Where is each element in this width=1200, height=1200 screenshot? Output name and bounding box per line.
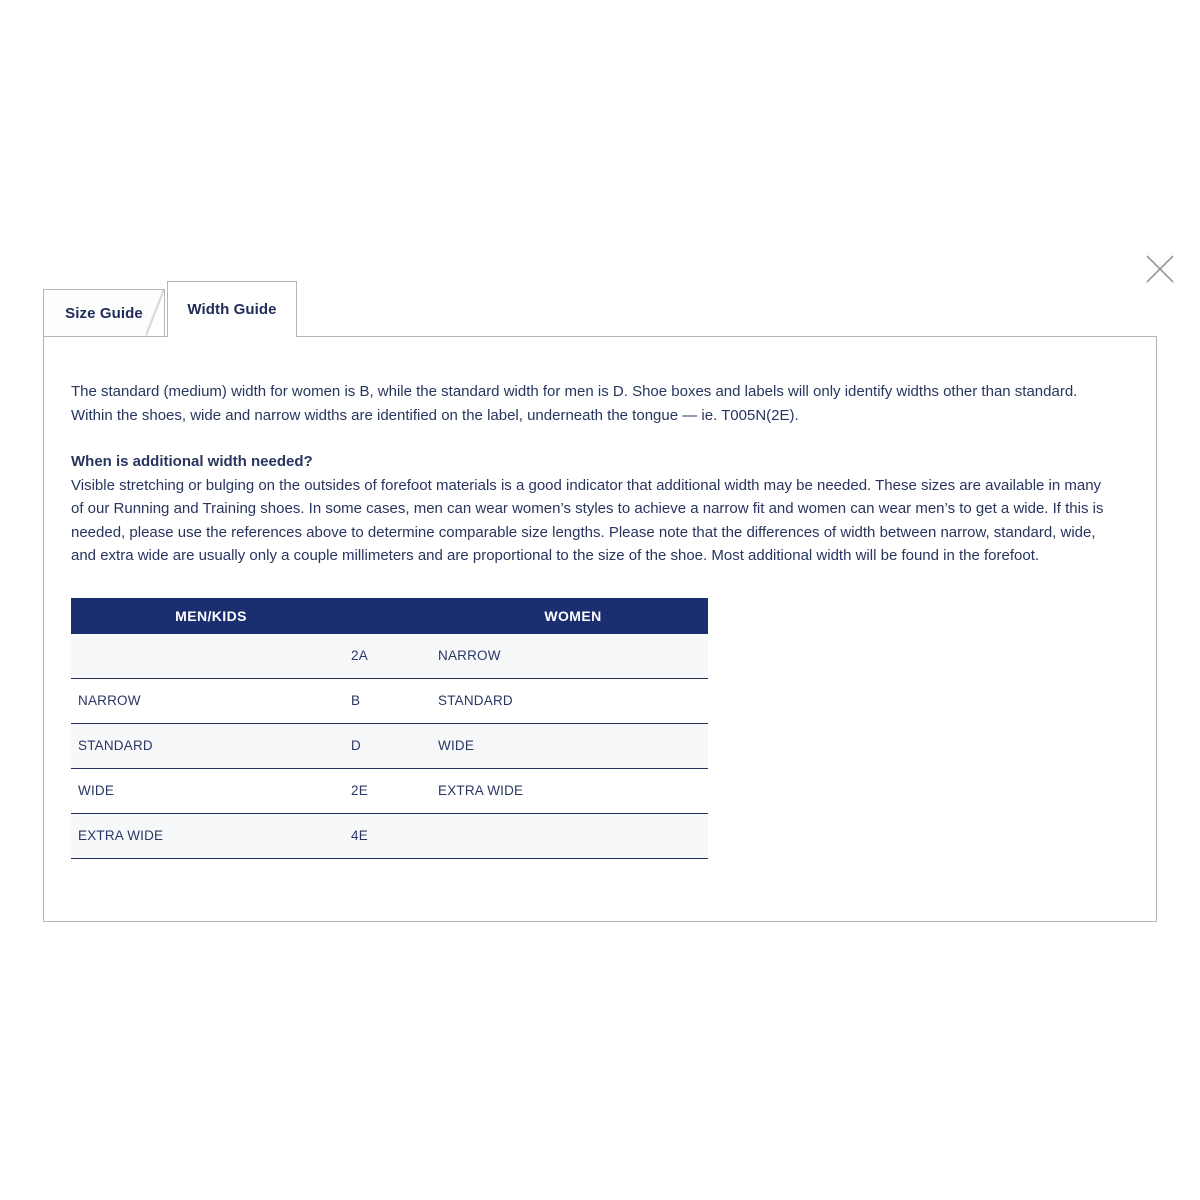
tab-size-guide[interactable] xyxy=(43,289,165,337)
additional-width-section xyxy=(71,450,1108,568)
width-table-header xyxy=(71,598,708,634)
tab-size-guide-label: Size Guide xyxy=(65,304,143,322)
width-code: 2A xyxy=(351,648,368,663)
women-width-label: EXTRA WIDE xyxy=(438,783,524,798)
column-header-men-kids: MEN/KIDS xyxy=(175,607,247,624)
table-row xyxy=(71,634,708,679)
tab-width-guide[interactable] xyxy=(167,281,297,337)
table-row xyxy=(71,814,708,859)
men-width-label: NARROW xyxy=(78,693,141,708)
intro-paragraph: The standard (medium) width for women is B, while the standard width for men is D. Shoe boxes and labels will only identify widths other than standard. Within the shoes, wide and narrow widths are identified on the label, underneath the tongue — ie. T005N(2E). xyxy=(71,383,1078,424)
table-row xyxy=(71,679,708,724)
question-heading: When is additional width needed? xyxy=(71,453,313,470)
width-code: D xyxy=(351,738,361,753)
table-row xyxy=(71,769,708,814)
women-width-label: WIDE xyxy=(438,738,475,753)
close-icon xyxy=(1143,252,1177,286)
men-width-label: STANDARD xyxy=(78,738,153,753)
table-row xyxy=(71,724,708,769)
tab-bar xyxy=(43,281,297,337)
width-code: B xyxy=(351,693,361,708)
width-code: 2E xyxy=(351,783,368,798)
tab-corner-fold xyxy=(146,290,164,336)
answer-paragraph: Visible stretching or bulging on the outsides of forefoot materials is a good indicator that additional width may be needed. These sizes are available in many of our Running and Training shoes. In some cases, men can wear women’s styles to achieve a narrow fit and women can wear men’s to get a wide. If this is needed, please use the references above to determine comparable size lengths. Please note that the differences of width between narrow, standard, wide, and extra wide are usually only a couple millimeters and are proportional to the size of the shoe. Most additional width will be found in the forefoot. xyxy=(71,476,1104,564)
column-header-women: WOMEN xyxy=(544,607,602,624)
width-guide-panel xyxy=(43,336,1157,922)
men-width-label: EXTRA WIDE xyxy=(78,828,164,843)
width-code: 4E xyxy=(351,828,368,843)
men-width-label: WIDE xyxy=(78,783,115,798)
women-width-label: NARROW xyxy=(438,648,501,663)
tab-width-guide-label: Width Guide xyxy=(187,301,277,318)
width-table xyxy=(71,598,708,859)
close-button[interactable] xyxy=(1143,252,1177,286)
women-width-label: STANDARD xyxy=(438,693,513,708)
